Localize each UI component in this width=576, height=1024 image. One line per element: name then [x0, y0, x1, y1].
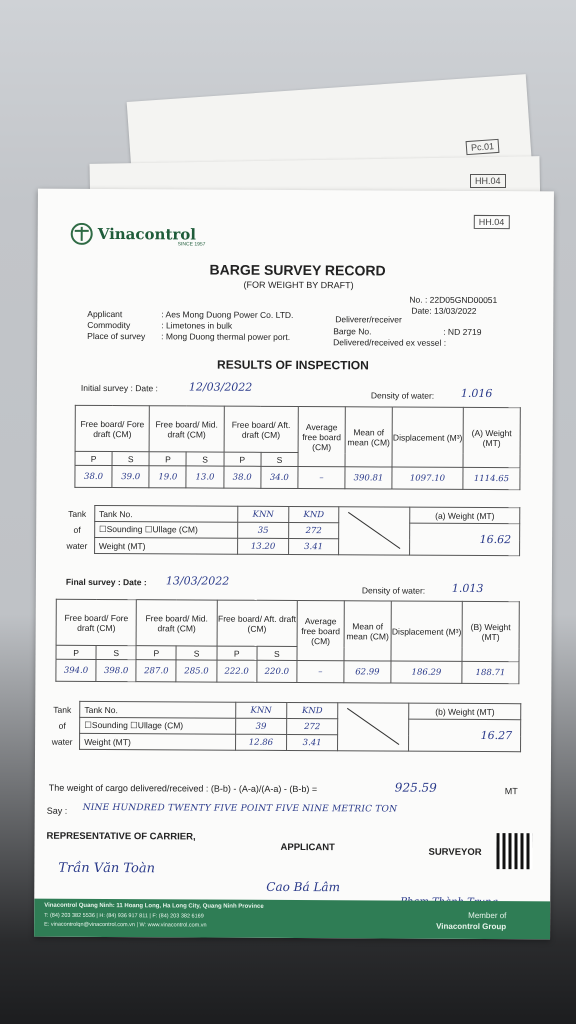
sounding-value-2: 272 [288, 522, 339, 538]
water-label: water [51, 736, 73, 747]
ps-cell: P [217, 646, 257, 660]
footer-bar [34, 899, 550, 940]
ps-cell: P [56, 645, 96, 659]
final-header-aft: Free board/ Aft. draft (CM) [217, 600, 298, 646]
results-title: RESULTS OF INSPECTION [217, 357, 369, 373]
value-cell: 220.0 [257, 660, 297, 682]
tank-label: Tank [53, 704, 72, 715]
final-density-value: 1.013 [451, 581, 484, 595]
record-number: No. : 22D05GND00051 [409, 294, 498, 306]
sounding-value-1: 39 [235, 718, 286, 734]
commodity-value: : Limetones in bulk [161, 320, 233, 331]
value-cell: 222.0 [217, 660, 257, 682]
tank-col-2: KND [287, 702, 338, 718]
tank-col-1: KNN [235, 702, 286, 718]
qr-code [496, 833, 532, 869]
water-label: water [66, 540, 88, 551]
initial-header-displacement: Displacement (M³) [392, 407, 463, 467]
final-density-label: Density of water: [361, 585, 426, 596]
value-cell: 38.0 [75, 465, 112, 487]
of-label: of [58, 720, 66, 731]
initial-survey-label: Initial survey : Date : [80, 382, 158, 394]
initial-density-value: 1.016 [460, 386, 493, 401]
ps-cell: S [186, 452, 223, 466]
ps-cell: S [257, 646, 297, 660]
commodity-label: Commodity [87, 319, 131, 331]
surveyor-label: SURVEYOR [428, 846, 482, 858]
place-value: : Mong Duong thermal power port. [161, 331, 291, 342]
value-cell: 186.29 [391, 661, 462, 683]
hh-tag-front: HH.04 [474, 215, 510, 229]
sounding-label: ☐Sounding ☐Ullage (CM) [80, 717, 236, 734]
of-label: of [73, 524, 81, 535]
tank-cross-cell [339, 507, 410, 555]
tank-cross-cell [338, 703, 410, 751]
final-survey-label: Final survey : Date : [65, 576, 147, 588]
barge-survey-document [34, 189, 554, 940]
value-cell: 390.81 [345, 467, 392, 489]
initial-result-value: 16.62 [410, 523, 520, 556]
ps-cell: P [224, 452, 261, 466]
tank-label: Tank [68, 508, 87, 519]
cargo-weight-value: 925.59 [394, 780, 437, 795]
initial-result-label: (a) Weight (MT) [410, 507, 520, 524]
weight-label: Weight (MT) [94, 537, 238, 554]
initial-header-aft: Free board/ Aft. draft (CM) [224, 406, 299, 452]
ps-cell: S [112, 452, 149, 466]
value-cell: – [298, 467, 345, 489]
value-cell: 62.99 [344, 661, 391, 683]
value-cell: 1114.65 [463, 467, 520, 489]
tank-col-2: KND [288, 506, 339, 522]
final-draft-table [55, 599, 519, 684]
footer-address: Vinacontrol Quang Ninh: 11 Hoang Long, Ha Long City, Quang Ninh Province [44, 902, 264, 910]
value-cell: 1097.10 [392, 467, 463, 489]
final-header-mean: Mean of mean (CM) [344, 601, 391, 661]
weight-value-2: 3.41 [288, 538, 339, 554]
applicant-label: Applicant [87, 308, 123, 320]
ps-cell: S [261, 452, 298, 466]
final-header-average: Average free board (CM) [297, 601, 344, 661]
cargo-weight-unit: MT [504, 786, 518, 797]
ps-cell: S [176, 646, 216, 660]
final-header-fore: Free board/ Fore draft (CM) [56, 599, 137, 645]
final-header-weight: (B) Weight (MT) [462, 601, 519, 661]
barge-label: Barge No. [333, 326, 372, 337]
value-cell: 394.0 [56, 659, 96, 681]
ps-cell: P [149, 452, 186, 466]
pc-tag: Pc.01 [466, 139, 500, 155]
tank-no-label: Tank No. [95, 505, 239, 522]
document-subtitle: (FOR WEIGHT BY DRAFT) [243, 279, 354, 291]
initial-survey-date: 12/03/2022 [188, 380, 253, 394]
say-value: NINE HUNDRED TWENTY FIVE POINT FIVE NINE METRIC TON [82, 802, 398, 815]
weight-value-1: 12.86 [235, 734, 286, 750]
value-cell: 398.0 [96, 659, 136, 681]
initial-header-mid: Free board/ Mid. draft (CM) [149, 406, 224, 452]
deliverer-label: Deliverer/receiver [335, 314, 402, 325]
sounding-value-2: 272 [287, 718, 338, 734]
applicant-signature-label: APPLICANT [280, 841, 335, 854]
initial-header-average: Average free board (CM) [298, 407, 345, 467]
applicant-signature: Cao Bá Lâm [266, 879, 341, 895]
document-title: BARGE SURVEY RECORD [209, 261, 386, 279]
ps-cell: S [96, 645, 136, 659]
initial-header-weight: (A) Weight (MT) [463, 407, 520, 467]
carrier-label: REPRESENTATIVE OF CARRIER, [46, 830, 196, 843]
weight-value-1: 13.20 [238, 538, 289, 554]
footer-phone: T: (84) 203 382 5536 | H: (84) 936 917 811 | F: (84) 203 382 6169 [44, 912, 204, 920]
applicant-value: : Aes Mong Duong Power Co. LTD. [161, 309, 294, 320]
weight-label: Weight (MT) [80, 733, 236, 750]
sounding-value-1: 35 [238, 522, 289, 538]
value-cell: 19.0 [149, 466, 186, 488]
initial-tank-table [60, 505, 520, 556]
value-cell: 285.0 [176, 660, 216, 682]
final-result-label: (b) Weight (MT) [409, 703, 521, 720]
value-cell: 188.71 [462, 661, 519, 683]
vinacontrol-logo [70, 223, 206, 250]
value-cell: 38.0 [224, 466, 261, 488]
cross-out-line [343, 704, 403, 748]
value-cell: 39.0 [112, 466, 149, 488]
value-cell: 287.0 [136, 660, 176, 682]
place-label: Place of survey [87, 330, 146, 342]
initial-density-label: Density of water: [370, 390, 435, 401]
cross-out-line [344, 508, 404, 552]
carrier-signature: Trần Văn Toàn [58, 860, 156, 877]
final-survey-date: 13/03/2022 [165, 574, 230, 588]
initial-header-mean: Mean of mean (CM) [345, 407, 392, 467]
value-cell: – [297, 661, 344, 683]
tank-no-label: Tank No. [80, 701, 236, 718]
delivered-ex-label: Delivered/received ex vessel : [333, 337, 447, 348]
initial-header-fore: Free board/ Fore draft (CM) [75, 405, 150, 451]
footer-member: Member of [468, 910, 507, 921]
value-cell: 13.0 [186, 466, 223, 488]
final-header-mid: Free board/ Mid. draft (CM) [136, 600, 217, 646]
footer-group: Vinacontrol Group [436, 921, 507, 932]
final-header-displacement: Displacement (M³) [391, 601, 462, 661]
weight-value-2: 3.41 [287, 734, 338, 750]
final-result-value: 16.27 [409, 719, 521, 752]
tank-col-1: KNN [238, 506, 289, 522]
record-date: Date: 13/03/2022 [411, 305, 477, 316]
scale-icon [70, 223, 94, 245]
say-label: Say : [46, 805, 68, 816]
footer-email: E: vinacontrolqn@vinacontrol.com.vn | W: www.vinacontrol.com.vn [44, 921, 207, 929]
final-tank-table [45, 701, 521, 752]
sounding-label: ☐Sounding ☐Ullage (CM) [94, 521, 238, 538]
initial-draft-table [74, 405, 520, 490]
ps-cell: P [136, 646, 176, 660]
value-cell: 34.0 [261, 466, 298, 488]
cargo-weight-label: The weight of cargo delivered/received : (B-b) - (A-a)/(A-a) - (B-b) = [48, 782, 318, 795]
barge-value: : ND 2719 [443, 326, 482, 337]
brand-since: SINCE 1957 [177, 241, 206, 248]
ps-cell: P [75, 451, 112, 465]
hh-tag-back: HH.04 [470, 174, 506, 188]
brand-name: Vinacontrol [97, 224, 197, 244]
